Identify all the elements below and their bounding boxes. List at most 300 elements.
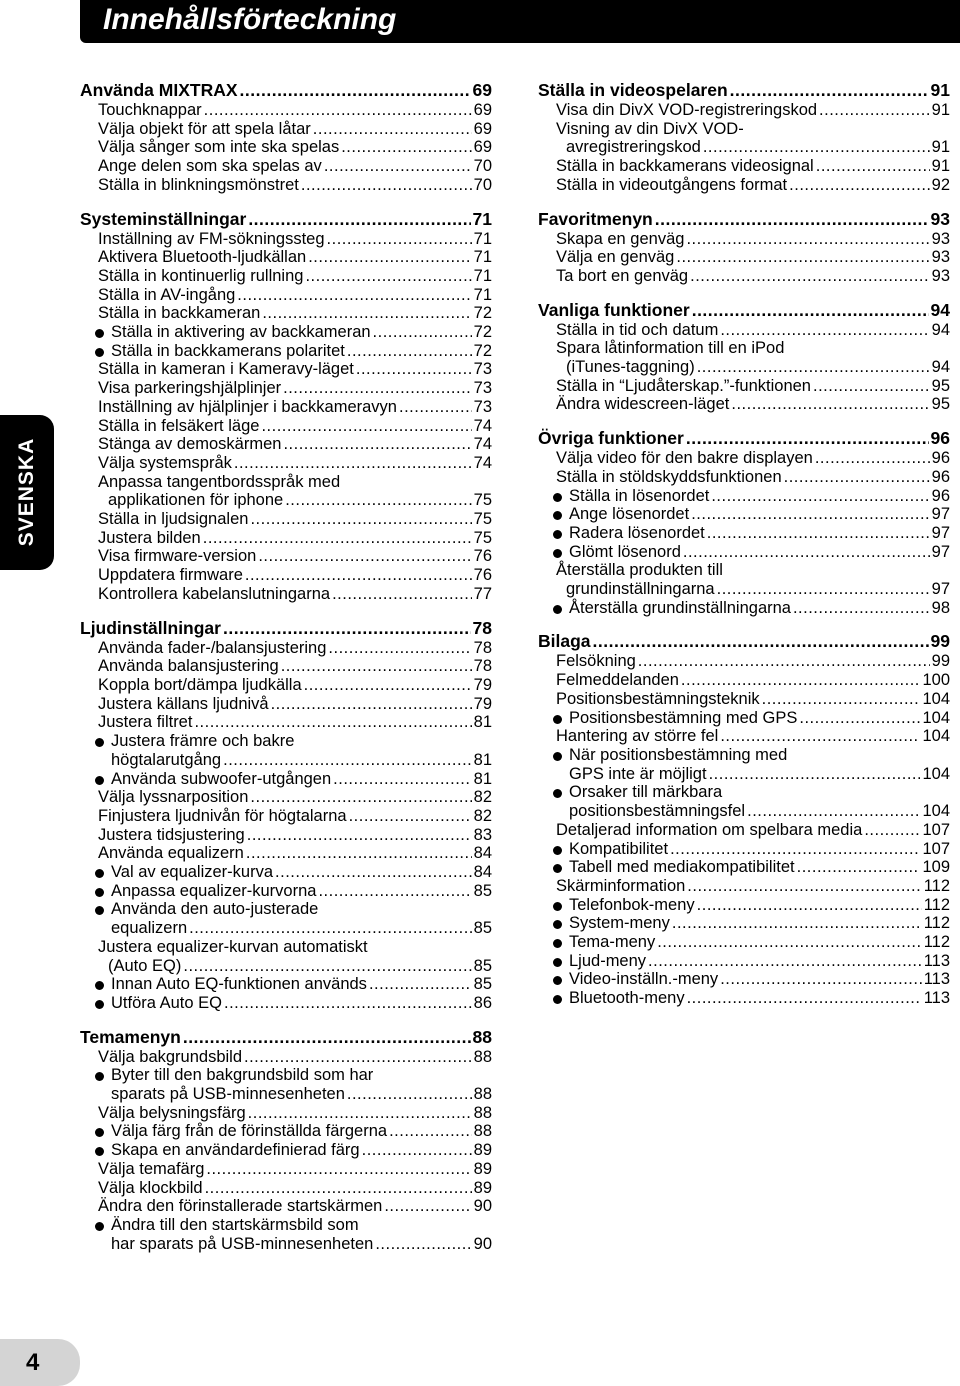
dot-leader — [762, 690, 921, 709]
entry-page: 93 — [931, 266, 950, 285]
dot-leader — [223, 751, 472, 770]
toc-entry-row[interactable] — [98, 1160, 492, 1179]
bullet-icon — [95, 981, 104, 990]
toc-entry-row[interactable] — [98, 379, 492, 398]
entry-title: System-meny — [569, 914, 670, 933]
entry-page: 84 — [473, 844, 492, 863]
section-title: Temamenyn — [80, 1026, 181, 1047]
dot-leader — [797, 858, 921, 877]
toc-subentry — [80, 994, 492, 1013]
entry-page: 112 — [923, 933, 950, 952]
bullet-icon — [95, 888, 104, 897]
entry-title: Ändra till den startskärmsbild som — [111, 1215, 359, 1234]
entry-title: Välja lyssnarposition — [98, 788, 249, 807]
toc-section-heading[interactable] — [80, 618, 492, 639]
toc-entry-row[interactable] — [569, 599, 950, 618]
dot-leader — [399, 398, 472, 417]
entry-page: 69 — [473, 101, 492, 119]
entry-page: 104 — [922, 727, 950, 746]
entry-page: 81 — [473, 769, 492, 788]
section-page: 93 — [930, 208, 950, 229]
toc-entry-row[interactable] — [569, 989, 950, 1008]
toc-entry-row[interactable] — [569, 524, 950, 543]
toc-section — [80, 80, 492, 195]
toc-entry — [538, 339, 950, 376]
dot-leader — [369, 975, 472, 994]
entry-title: Visa parkeringshjälplinjer — [98, 379, 282, 398]
toc-entry-row[interactable] — [556, 101, 950, 120]
dot-leader — [676, 248, 929, 267]
toc-entry-row[interactable] — [98, 788, 492, 807]
toc-subentry — [538, 933, 950, 952]
entry-page: 69 — [473, 119, 492, 138]
entry-title: Positionsbestämning med GPS — [569, 708, 798, 727]
entry-title: När positionsbestämning med — [569, 745, 788, 764]
entry-title: Välja video för den bakre displayen — [556, 449, 813, 468]
dot-leader — [709, 765, 921, 784]
bullet-icon — [95, 348, 104, 357]
entry-page: 91 — [931, 157, 950, 176]
toc-entry-row[interactable] — [98, 454, 492, 473]
section-page: 88 — [472, 1026, 492, 1047]
dot-leader — [183, 957, 471, 976]
toc-entry-row[interactable] — [98, 695, 492, 714]
entry-title: Spara låtinformation till en iPod — [556, 339, 785, 358]
entry-title: Ändra widescreen-läget — [556, 395, 730, 414]
dot-leader — [194, 713, 471, 732]
toc-entry — [80, 304, 492, 323]
dot-leader — [815, 449, 930, 468]
dot-leader — [681, 671, 921, 690]
toc-entry-row[interactable] — [556, 321, 950, 340]
toc-entry-row[interactable] — [569, 840, 950, 859]
toc-entry-row[interactable] — [556, 138, 950, 157]
dot-leader — [332, 585, 472, 604]
toc-entry-row[interactable] — [569, 914, 950, 933]
entry-title: Innan Auto EQ-funktionen används — [111, 975, 367, 994]
toc-entry-row[interactable] — [569, 933, 950, 952]
toc-entry — [538, 267, 950, 286]
toc-section-heading[interactable] — [80, 80, 492, 101]
bullet-icon — [553, 549, 562, 558]
toc-entry-row[interactable] — [98, 713, 492, 732]
entry-title: equalizern — [111, 919, 188, 938]
toc-entry-row[interactable] — [556, 449, 950, 468]
entry-title: Använda equalizern — [98, 844, 244, 863]
bullet-icon — [553, 715, 562, 724]
toc-entry-row[interactable] — [111, 1235, 492, 1254]
dot-leader — [819, 101, 930, 120]
toc-subentry — [80, 882, 492, 901]
toc-entry-row[interactable] — [569, 952, 950, 971]
toc-entry — [80, 435, 492, 454]
entry-title: Justera främre och bakre — [111, 732, 295, 751]
dot-leader — [205, 1179, 472, 1198]
toc-subentry — [538, 505, 950, 524]
entry-title: Välja sånger som inte ska spelas — [98, 138, 340, 157]
entry-page: 96 — [931, 449, 950, 468]
toc-entry — [80, 1197, 492, 1216]
toc-entry-row[interactable] — [111, 919, 492, 938]
toc-entry-row[interactable] — [98, 230, 492, 249]
bullet-icon — [553, 846, 562, 855]
entry-title: Justera bilden — [98, 528, 201, 547]
section-title: Bilaga — [538, 631, 591, 652]
toc-entry-row[interactable] — [556, 248, 950, 267]
page-title: Innehållsförteckning — [103, 3, 397, 36]
entry-title: Välja objekt för att spela låtar — [98, 119, 311, 138]
toc-entry-row[interactable] — [98, 120, 492, 139]
entry-title: Telefonbok-meny — [569, 895, 695, 914]
toc-entry-row[interactable] — [98, 1179, 492, 1198]
toc-entry-row[interactable] — [556, 230, 950, 249]
toc-entry-row[interactable] — [98, 1197, 492, 1216]
toc-entry-row[interactable] — [98, 101, 492, 120]
section-page: 71 — [472, 208, 492, 229]
toc-entry — [80, 120, 492, 139]
toc-section-heading[interactable] — [80, 1027, 492, 1048]
toc-entry-row[interactable] — [98, 844, 492, 863]
toc-entry-row[interactable] — [98, 1048, 492, 1067]
entry-title: Anpassa tangentbordsspråk med — [98, 472, 341, 491]
toc-entry-row[interactable] — [111, 1122, 492, 1141]
toc-entry-row[interactable] — [98, 304, 492, 323]
toc-section-heading[interactable] — [80, 209, 492, 230]
toc-entry-row[interactable] — [111, 882, 492, 901]
toc-entry — [80, 1048, 492, 1067]
toc-subentry — [538, 599, 950, 618]
toc-section-heading[interactable] — [538, 631, 950, 652]
entry-page: 91 — [931, 101, 950, 119]
entry-title: Ställa in blinkningsmönstret — [98, 175, 299, 194]
toc-subentry — [538, 840, 950, 859]
bullet-icon — [95, 738, 104, 747]
entry-page: 112 — [923, 914, 950, 933]
dot-leader — [327, 230, 472, 249]
entry-title: Hantering av större fel — [556, 727, 719, 746]
toc-entry-row[interactable] — [98, 435, 492, 454]
toc-entry — [538, 230, 950, 249]
dot-leader — [333, 770, 471, 789]
bullet-icon — [95, 869, 104, 878]
toc-entry — [80, 639, 492, 658]
entry-page: 104 — [922, 802, 950, 821]
toc-entry-row[interactable] — [98, 826, 492, 845]
entry-title: GPS inte är möjligt — [569, 764, 707, 783]
dot-leader — [784, 468, 930, 487]
toc-entry-row[interactable] — [556, 821, 950, 840]
toc-entry-row[interactable] — [98, 360, 492, 379]
entry-page: 70 — [473, 157, 492, 176]
entry-title: Välja klockbild — [98, 1178, 203, 1197]
dot-leader — [247, 826, 472, 845]
toc-section — [538, 209, 950, 286]
entry-title: Skapa en användardefinierad färg — [111, 1141, 360, 1160]
section-title: Vanliga funktioner — [538, 299, 690, 320]
dot-leader — [250, 510, 471, 529]
page-number-tab — [0, 1339, 80, 1386]
entry-page: 74 — [473, 435, 492, 454]
toc-section — [538, 80, 950, 195]
toc-entry-row[interactable] — [556, 176, 950, 195]
toc-entry-row[interactable] — [98, 491, 492, 510]
entry-page: 94 — [931, 320, 950, 339]
toc-entry-row[interactable] — [556, 267, 950, 286]
dot-leader — [692, 300, 929, 321]
toc-entry — [80, 510, 492, 529]
toc-entry-row[interactable] — [111, 994, 492, 1013]
toc-entry-row[interactable] — [556, 395, 950, 414]
toc-entry-row[interactable] — [111, 323, 492, 342]
dot-leader — [318, 882, 471, 901]
toc-entry-row[interactable] — [98, 157, 492, 176]
bullet-icon — [553, 958, 562, 967]
entry-title: Välja temafärg — [98, 1159, 205, 1178]
entry-title: Ställa in ljudsignalen — [98, 510, 249, 529]
entry-page: 79 — [473, 694, 492, 713]
entry-page: 90 — [473, 1197, 492, 1216]
entry-title: Ställa in tid och datum — [556, 320, 719, 339]
entry-page: 92 — [931, 175, 950, 194]
dot-leader — [341, 138, 471, 157]
entry-title: Inställning av FM-sökningssteg — [98, 229, 325, 248]
toc-entry — [538, 821, 950, 840]
entry-title: Inställning av hjälplinjer i backkameravyn — [98, 397, 397, 416]
entry-page: 81 — [473, 713, 492, 732]
toc-entry-row[interactable] — [569, 709, 950, 728]
entry-title: Glömt lösenord — [569, 542, 681, 561]
entry-title: Ställa in kontinuerlig rullning — [98, 266, 304, 285]
dot-leader — [189, 919, 472, 938]
section-page: 96 — [930, 428, 950, 449]
entry-title: Ställa in videoutgångens format — [556, 175, 788, 194]
entry-page: 98 — [931, 598, 950, 617]
entry-page: 72 — [473, 304, 492, 323]
toc-entry-row[interactable] — [556, 652, 950, 671]
toc-entry-row[interactable] — [556, 580, 950, 599]
page-number: 4 — [26, 1349, 40, 1376]
toc-entry — [538, 157, 950, 176]
toc-entry-row[interactable] — [569, 858, 950, 877]
entry-title: sparats på USB-minnesenheten — [111, 1085, 345, 1104]
toc-entry-row[interactable] — [98, 585, 492, 604]
toc-entry-row[interactable] — [98, 547, 492, 566]
bullet-icon — [553, 920, 562, 929]
entry-title: Video-inställn.-meny — [569, 970, 719, 989]
toc-entry-row[interactable] — [569, 543, 950, 562]
entry-page: 85 — [473, 919, 492, 938]
toc-entry-row[interactable] — [98, 957, 492, 976]
entry-page: 94 — [931, 358, 950, 377]
bullet-icon — [95, 776, 104, 785]
section-page: 78 — [472, 617, 492, 638]
toc-entry-row[interactable] — [556, 727, 950, 746]
bullet-icon — [95, 1072, 104, 1081]
toc-entry-row[interactable] — [98, 138, 492, 157]
dot-leader — [281, 657, 472, 676]
toc-entry-row[interactable] — [111, 1141, 492, 1160]
toc-entry — [538, 877, 950, 896]
toc-entry-row[interactable] — [569, 505, 950, 524]
dot-leader — [347, 342, 472, 361]
entry-page: 113 — [923, 951, 950, 970]
section-page: 91 — [930, 80, 950, 100]
toc-entry-row[interactable] — [98, 566, 492, 585]
toc-entry-row[interactable] — [98, 657, 492, 676]
dot-leader — [262, 304, 471, 323]
toc-subentry — [538, 783, 950, 820]
section-title: Använda MIXTRAX — [80, 80, 238, 100]
dot-leader — [224, 994, 472, 1013]
entry-page: 72 — [473, 323, 492, 342]
toc-section-heading[interactable] — [538, 428, 950, 449]
entry-page: 97 — [931, 580, 950, 599]
dot-leader — [347, 1085, 472, 1104]
toc-subentry — [80, 1216, 492, 1253]
dot-leader — [204, 101, 472, 120]
toc-entry — [80, 1160, 492, 1179]
section-title: Ljudinställningar — [80, 617, 221, 638]
entry-page: 109 — [922, 858, 950, 877]
toc-entry-row[interactable] — [556, 358, 950, 377]
toc-entry-row[interactable] — [98, 807, 492, 826]
entry-title: Kontrollera kabelanslutningarna — [98, 584, 331, 603]
toc-entry-row[interactable] — [98, 267, 492, 286]
entry-page: 76 — [473, 566, 492, 585]
entry-title: Visa firmware-version — [98, 547, 257, 566]
toc-section — [538, 300, 950, 415]
toc-entry-row[interactable] — [569, 765, 950, 784]
toc-section — [538, 428, 950, 617]
entry-title: Ställa in stöldskyddsfunktionen — [556, 467, 782, 486]
toc-entry — [538, 468, 950, 487]
toc-subentry — [80, 323, 492, 342]
toc-entry-row[interactable] — [98, 417, 492, 436]
toc-entry-row[interactable] — [98, 510, 492, 529]
toc-entry-row[interactable] — [556, 671, 950, 690]
toc-entry-row[interactable] — [98, 248, 492, 267]
entry-title: Stänga av demoskärmen — [98, 435, 282, 454]
bullet-icon — [95, 1128, 104, 1137]
toc-entry-row[interactable] — [569, 487, 950, 506]
entry-title: (iTunes-taggning) — [566, 358, 695, 377]
toc-entry — [80, 176, 492, 195]
toc-entry-row[interactable] — [556, 377, 950, 396]
dot-leader — [655, 209, 929, 230]
dot-leader — [223, 618, 471, 639]
dot-leader — [384, 1197, 471, 1216]
toc-entry — [538, 377, 950, 396]
dot-leader — [304, 676, 472, 695]
toc-subentry — [538, 858, 950, 877]
toc-entry-row[interactable] — [556, 690, 950, 709]
entry-title: (Auto EQ) — [108, 956, 182, 975]
dot-leader — [389, 1122, 472, 1141]
entry-page: 71 — [473, 285, 492, 304]
toc-section-heading[interactable] — [538, 80, 950, 101]
toc-section-heading[interactable] — [538, 209, 950, 230]
toc-entry-row[interactable] — [569, 896, 950, 915]
toc-entry-row[interactable] — [556, 468, 950, 487]
entry-title: Välja systemspråk — [98, 453, 232, 472]
toc-entry-row[interactable] — [98, 676, 492, 695]
toc-entry-row[interactable] — [569, 970, 950, 989]
entry-page: 71 — [473, 266, 492, 285]
dot-leader — [703, 138, 930, 157]
toc-entry — [80, 695, 492, 714]
entry-title: Byter till den bakgrundsbild som har — [111, 1066, 374, 1085]
dot-leader — [697, 358, 930, 377]
entry-page: 76 — [473, 547, 492, 566]
toc-entry-row[interactable] — [98, 398, 492, 417]
dot-leader — [349, 807, 472, 826]
dot-leader — [690, 267, 930, 286]
dot-leader — [328, 639, 471, 658]
toc-entry-row[interactable] — [111, 975, 492, 994]
entry-page: 97 — [931, 542, 950, 561]
toc-entry — [80, 286, 492, 305]
entry-page: 89 — [473, 1141, 492, 1160]
entry-page: 85 — [473, 956, 492, 975]
entry-page: 83 — [473, 825, 492, 844]
toc-entry-row[interactable] — [111, 342, 492, 361]
toc-subentry — [538, 543, 950, 562]
toc-entry-row[interactable] — [556, 877, 950, 896]
toc-entry-row[interactable] — [111, 1085, 492, 1104]
dot-leader — [245, 566, 472, 585]
entry-page: 79 — [473, 675, 492, 694]
dot-leader — [234, 454, 472, 473]
dot-leader — [283, 379, 472, 398]
toc-entry — [80, 248, 492, 267]
toc-entry-row[interactable] — [98, 1104, 492, 1123]
bullet-icon — [553, 902, 562, 911]
toc-section — [80, 209, 492, 604]
entry-page: 100 — [922, 671, 950, 690]
entry-page: 75 — [473, 491, 492, 510]
toc-entry-row[interactable] — [98, 286, 492, 305]
toc-column-right — [538, 80, 950, 1022]
entry-page: 70 — [473, 175, 492, 194]
entry-page: 112 — [923, 876, 950, 895]
dot-leader — [301, 176, 472, 195]
entry-page: 72 — [473, 341, 492, 360]
dot-leader — [864, 821, 920, 840]
toc-entry-row[interactable] — [98, 639, 492, 658]
toc-entry-row[interactable] — [556, 157, 950, 176]
entry-page: 82 — [473, 788, 492, 807]
entry-title: Radera lösenordet — [569, 523, 705, 542]
toc-entry-row[interactable] — [569, 802, 950, 821]
section-page: 94 — [930, 299, 950, 320]
entry-page: 85 — [473, 881, 492, 900]
toc-entry-row[interactable] — [98, 529, 492, 548]
toc-entry-row[interactable] — [111, 751, 492, 770]
toc-subentry — [80, 863, 492, 882]
entry-page: 93 — [931, 229, 950, 248]
entry-title: Orsaker till märkbara — [569, 783, 723, 802]
toc-entry — [80, 807, 492, 826]
dot-leader — [308, 248, 471, 267]
bullet-icon — [553, 864, 562, 873]
toc-entry-row[interactable] — [111, 770, 492, 789]
toc-entry-row[interactable] — [111, 863, 492, 882]
toc-entry-row[interactable] — [98, 176, 492, 195]
toc-subentry — [538, 746, 950, 783]
entry-title: Använda subwoofer-utgången — [111, 769, 332, 788]
toc-section-heading[interactable] — [538, 300, 950, 321]
entry-title: Justera equalizer-kurvan automatiskt — [98, 937, 368, 956]
